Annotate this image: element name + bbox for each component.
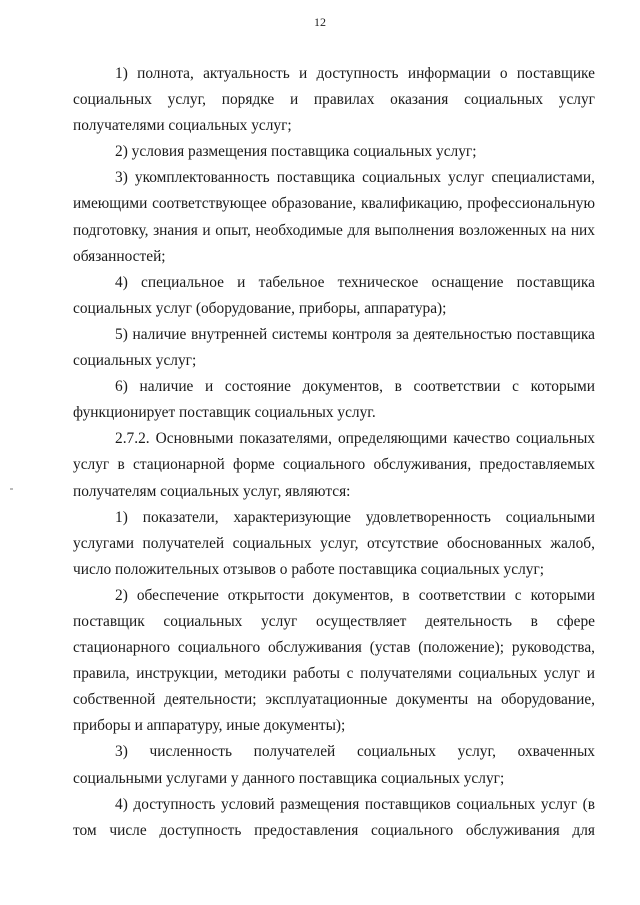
- page-number: 12: [314, 15, 326, 29]
- paragraph-9: 2) обеспечение открытости документов, в соответствии с которыми поставщик социальных услуг осуществляет деятельность в сфере стационарного социального обслуживания (устав (положение); руководства, правила, инструкции, методики работы с получателями социальных услуг и собственной деятельности; эксплуатационные документы на оборудование, приборы и аппаратуру, иные документы);: [73, 586, 595, 735]
- paragraph-5: 5) наличие внутренней системы контроля за деятельностью поставщика социальных услуг;: [73, 325, 595, 370]
- paragraph-6: 6) наличие и состояние документов, в соответствии с которыми функционирует поставщик социальных услуг.: [73, 378, 595, 422]
- document-body: [73, 61, 595, 844]
- paragraph-3: 3) укомплектованность поставщика социальных услуг специалистами, имеющими соответствующее образование, квалификацию, профессиональную подготовку, знания и опыт, необходимые для выполнения возложенных на них обязанностей;: [73, 169, 595, 265]
- paragraph-7: 2.7.2. Основными показателями, определяющими качество социальных услуг в стационарной форме социального обслуживания, предоставляемых получателям социальных услуг, являются:: [73, 430, 595, 500]
- paragraph-2: 2) условия размещения поставщика социальных услуг;: [115, 143, 477, 161]
- paragraph-8: 1) показатели, характеризующие удовлетворенность социальными услугами получателей социальных услуг, отсутствие обоснованных жалоб, число положительных отзывов о работе поставщика социальных услуг;: [73, 508, 595, 578]
- scan-margin-mark: [10, 488, 13, 490]
- paragraph-11: 4) доступность условий размещения поставщиков социальных услуг (в том числе доступность предоставления социального обслуживания для: [73, 795, 595, 839]
- paragraph-10: 3) численность получателей социальных услуг, охваченных социальными услугами у данного поставщика социальных услуг;: [73, 743, 595, 787]
- paragraph-4: 4) специальное и табельное техническое оснащение поставщика социальных услуг (оборудование, приборы, аппаратура);: [73, 273, 595, 317]
- paragraph-1: 1) полнота, актуальность и доступность информации о поставщике социальных услуг, порядке и правилах оказания социальных услуг получателями социальных услуг;: [73, 65, 595, 135]
